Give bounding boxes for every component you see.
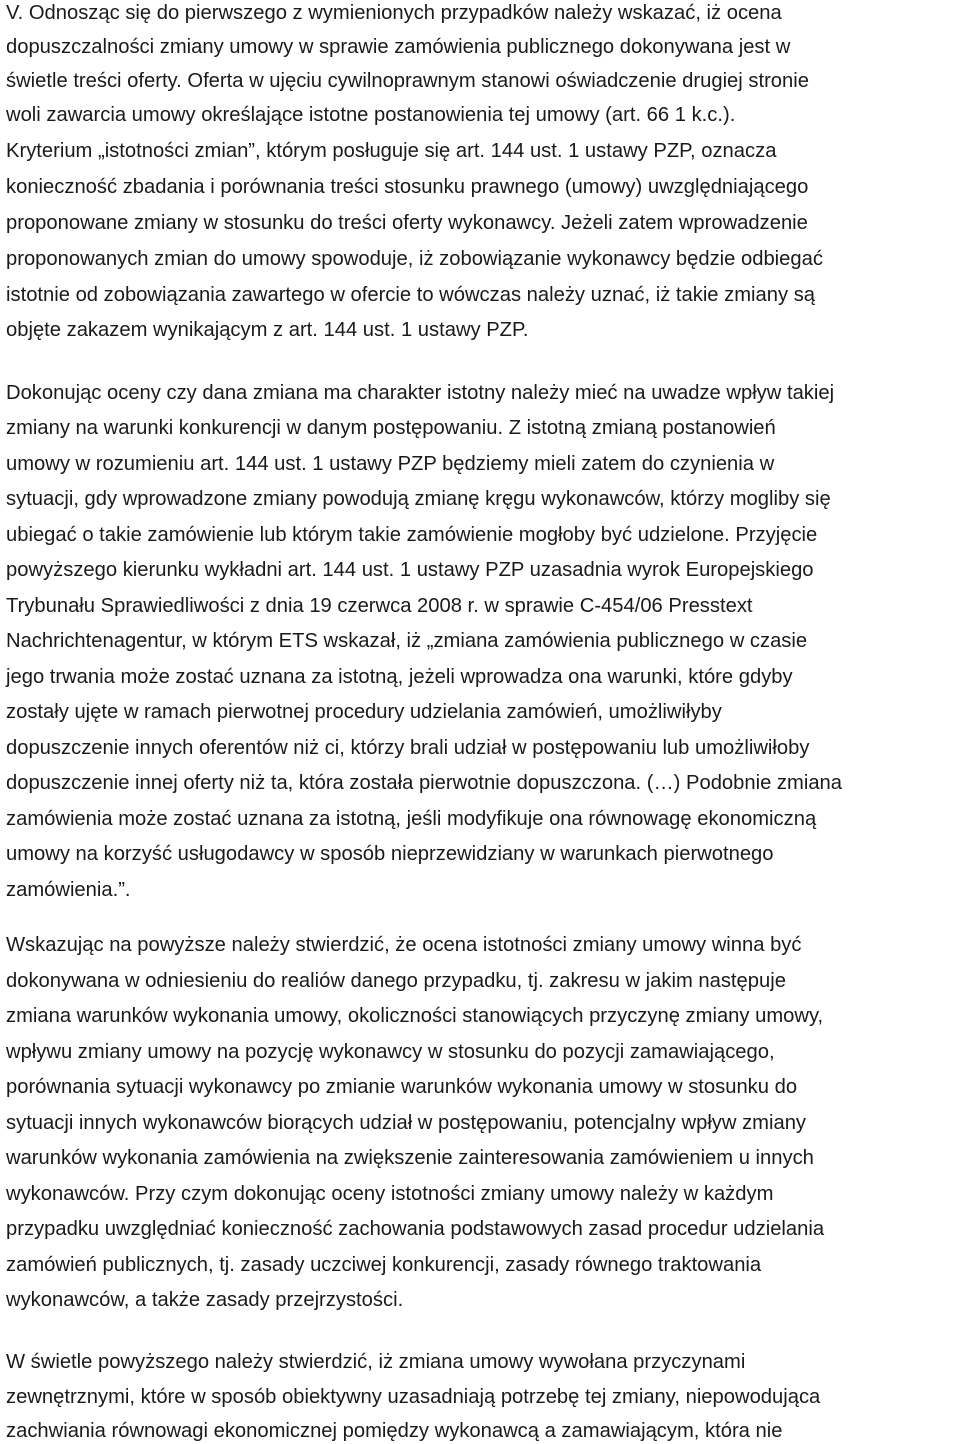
paragraph-1-line-2: dopuszczalności zmiany umowy w sprawie zamówienia publicznego dokonywana jest w (6, 36, 791, 58)
paragraph-1-line-3: świetle treści oferty. Oferta w ujęciu cywilnoprawnym stanowi oświadczenie drugiej stronie (6, 70, 809, 92)
paragraph-4-line-3: zachwiania równowagi ekonomicznej pomiędzy wykonawcą a zamawiającym, która nie (6, 1420, 783, 1442)
paragraph-1-line-8: proponowanych zmian do umowy spowoduje, iż zobowiązanie wykonawcy będzie odbiegać (6, 248, 823, 270)
paragraph-1-line-1: V. Odnosząc się do pierwszego z wymienionych przypadków należy wskazać, iż ocena (6, 2, 782, 24)
paragraph-1-line-10: objęte zakazem wynikającym z art. 144 ust. 1 ustawy PZP. (6, 319, 529, 341)
paragraph-4-line-1: W świetle powyższego należy stwierdzić, iż zmiana umowy wywołana przyczynami (6, 1351, 746, 1373)
paragraph-2-line-13: zamówienia może zostać uznana za istotną, jeśli modyfikuje ona równowagę ekonomiczną (6, 808, 817, 830)
paragraph-1-line-7: proponowane zmiany w stosunku do treści oferty wykonawcy. Jeżeli zatem wprowadzenie (6, 212, 808, 234)
paragraph-2-line-12: dopuszczenie innej oferty niż ta, która została pierwotnie dopuszczona. (…) Podobnie zmiana (6, 772, 842, 794)
paragraph-1-line-6: konieczność zbadania i porównania treści stosunku prawnego (umowy) uwzględniającego (6, 176, 809, 198)
paragraph-2-line-9: jego trwania może zostać uznana za istotną, jeżeli wprowadza ona warunki, które gdyby (6, 666, 793, 688)
paragraph-2-line-11: dopuszczenie innych oferentów niż ci, którzy brali udział w postępowaniu lub umożliwiłoby (6, 737, 810, 759)
paragraph-2-line-2: zmiany na warunki konkurencji w danym postępowaniu. Z istotną zmianą postanowień (6, 417, 776, 439)
paragraph-3-line-8: wykonawców. Przy czym dokonując oceny istotności zmiany umowy należy w każdym (6, 1183, 774, 1205)
paragraph-3-line-2: dokonywana w odniesieniu do realiów danego przypadku, tj. zakresu w jakim następuje (6, 970, 786, 992)
paragraph-3-line-9: przypadku uwzględniać konieczność zachowania podstawowych zasad procedur udzielania (6, 1218, 825, 1240)
paragraph-2-line-6: powyższego kierunku wykładni art. 144 ust. 1 ustawy PZP uzasadnia wyrok Europejskiego (6, 559, 814, 581)
paragraph-2-line-1: Dokonując oceny czy dana zmiana ma charakter istotny należy mieć na uwadze wpływ takiej (6, 382, 835, 404)
paragraph-3-line-10: zamówień publicznych, tj. zasady uczciwej konkurencji, zasady równego traktowania (6, 1254, 762, 1276)
paragraph-3-line-6: sytuacji innych wykonawców biorących udział w postępowaniu, potencjalny wpływ zmiany (6, 1112, 807, 1134)
paragraph-1-line-9: istotnie od zobowiązania zawartego w ofercie to wówczas należy uznać, iż takie zmiany są (6, 284, 816, 306)
paragraph-2-line-14: umowy na korzyść usługodawcy w sposób nieprzewidziany w warunkach pierwotnego (6, 843, 774, 865)
paragraph-3-line-3: zmiana warunków wykonania umowy, okoliczności stanowiących przyczynę zmiany umowy, (6, 1005, 824, 1027)
paragraph-2-line-4: sytuacji, gdy wprowadzone zmiany powodują zmianę kręgu wykonawców, którzy mogliby się (6, 488, 831, 510)
paragraph-3-line-4: wpływu zmiany umowy na pozycję wykonawcy w stosunku do pozycji zamawiającego, (6, 1041, 775, 1063)
paragraph-2-line-5: ubiegać o takie zamówienie lub którym takie zamówienie mogłoby być udzielone. Przyjęcie (6, 524, 818, 546)
paragraph-2-line-3: umowy w rozumieniu art. 144 ust. 1 ustawy PZP będziemy mieli zatem do czynienia w (6, 453, 775, 475)
paragraph-4-line-2: zewnętrznymi, które w sposób obiektywny uzasadniają potrzebę tej zmiany, niepowodująca (6, 1386, 821, 1408)
paragraph-3-line-1: Wskazując na powyższe należy stwierdzić, że ocena istotności zmiany umowy winna być (6, 934, 802, 956)
paragraph-1-line-4: woli zawarcia umowy określające istotne postanowienia tej umowy (art. 66 1 k.c.). (6, 104, 736, 126)
paragraph-3-line-5: porównania sytuacji wykonawcy po zmianie warunków wykonania umowy w stosunku do (6, 1076, 798, 1098)
paragraph-1-line-5: Kryterium „istotności zmian”, którym posługuje się art. 144 ust. 1 ustawy PZP, oznacza (6, 140, 777, 162)
paragraph-2-line-10: zostały ujęte w ramach pierwotnej procedury udzielania zamówień, umożliwiłyby (6, 701, 722, 723)
paragraph-3-line-11: wykonawców, a także zasady przejrzystości. (6, 1289, 404, 1311)
paragraph-2-line-8: Nachrichtenagentur, w którym ETS wskazał, iż „zmiana zamówienia publicznego w czasie (6, 630, 808, 652)
paragraph-2-line-7: Trybunału Sprawiedliwości z dnia 19 czerwca 2008 r. w sprawie C-454/06 Presstext (6, 595, 753, 617)
paragraph-3-line-7: warunków wykonania zamówienia na zwiększenie zainteresowania zamówieniem u innych (6, 1147, 814, 1169)
paragraph-2-line-15: zamówienia.”. (6, 879, 131, 901)
